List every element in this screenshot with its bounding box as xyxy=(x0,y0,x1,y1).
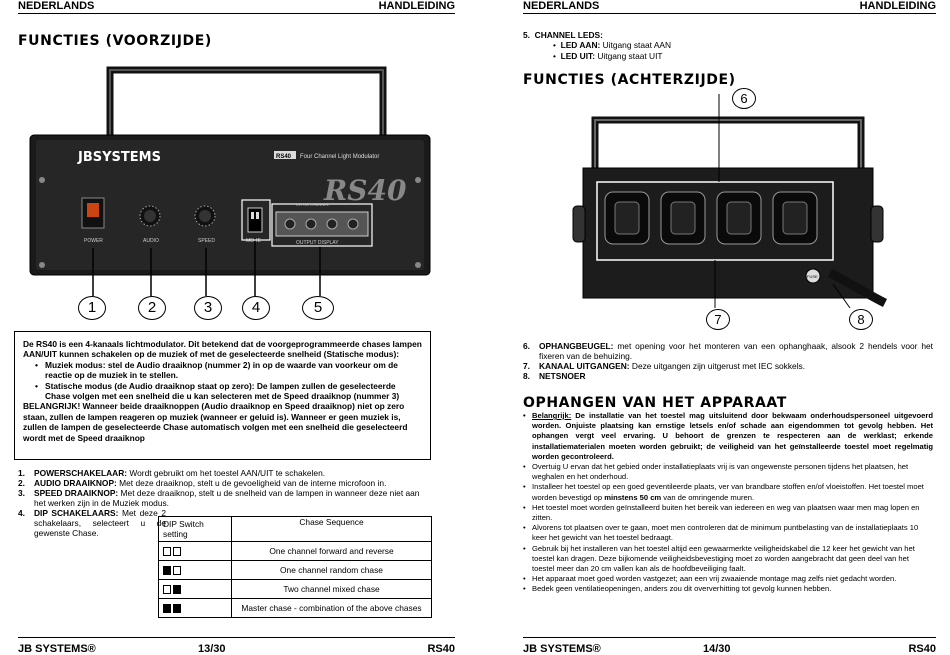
channel-led-1 xyxy=(285,219,295,229)
function-item: 7. KANAAL UITGANGEN: Deze uitgangen zijn uitgerust met IEC sokkels. xyxy=(523,361,806,371)
chase-label: One channel forward and reverse xyxy=(232,542,432,561)
right-page xyxy=(475,0,950,654)
callout-1: 1 xyxy=(78,296,106,320)
table-row xyxy=(159,561,432,580)
rear-functions-list xyxy=(523,341,933,381)
page-footer xyxy=(523,637,936,653)
callout-2: 2 xyxy=(138,296,166,320)
channel-leds-section: 5. CHANNEL LEDS: • LED AAN: Uitgang staat AAN • LED UIT: Uitgang staat UIT xyxy=(523,30,672,61)
dip-switch-2-off xyxy=(173,547,181,556)
label-audio: AUDIO xyxy=(143,238,159,244)
dip-table-head-chase: Chase Sequence xyxy=(232,517,432,542)
iec-socket-4[interactable] xyxy=(773,192,817,244)
mounting-bullets xyxy=(523,411,933,595)
chase-label: One channel random chase xyxy=(232,561,432,580)
function-item: 2. AUDIO DRAAIKNOP: Met deze draaiknop, stelt u de gevoeligheid van de interne microfoon in. xyxy=(18,478,387,488)
list-item: • LED AAN: Uitgang staat AAN xyxy=(553,40,672,51)
footer-page-number: 13/30 xyxy=(198,643,226,655)
footer-page-number: 14/30 xyxy=(703,643,731,655)
big-model-logo: RS40 xyxy=(324,174,407,207)
footer-brand: JB SYSTEMS® xyxy=(523,643,601,655)
brand-logo: JBSYSTEMS xyxy=(78,150,161,165)
section-title-front: FUNCTIES (VOORZIJDE) xyxy=(18,33,212,49)
section-title-rear: FUNCTIES (ACHTERZIJDE) xyxy=(523,72,736,88)
left-page xyxy=(0,0,475,654)
callout-5: 5 xyxy=(302,296,334,320)
dip-switch-table xyxy=(158,516,432,618)
iec-socket-3[interactable] xyxy=(717,192,761,244)
intro-bullet-static: • Statische modus (de Audio draaiknop staat op zero): De lampen zullen de geselecteerde Chase volgen met een snelheid die u kan selecteren met de Speed draaiknop (nummer 3) xyxy=(45,381,422,402)
label-mode: MODE xyxy=(246,238,261,244)
function-item: 8. NETSNOER xyxy=(523,371,586,381)
label-output-display: OUTPUT DISPLAY xyxy=(296,240,339,246)
footer-brand: JB SYSTEMS® xyxy=(18,643,96,655)
label-power: POWER xyxy=(84,238,103,244)
iec-socket-2[interactable] xyxy=(661,192,705,244)
function-item: 4. DIP SCHAKELAARS: Met deze 2 schakelaars, selecteert u de gewenste Chase. xyxy=(18,508,167,538)
label-speed: SPEED xyxy=(198,238,215,244)
iec-socket-1[interactable] xyxy=(605,192,649,244)
list-item: • Belangrijk: De installatie van het toestel mag uitsluitend door bekwaam onderhoudspersoneel uitgevoerd worden. Onjuiste plaatsing kan ernstige letsels en/of schade aan eigendommen tot gevolg hebben. Het ophangen vergt veel ervaring. U behoort de grenzen te respecteren aan de werklast; erkende installatiematerialen moeten worden gebruikt; de veiligheid van het geïnstalleerde toestel moet regelmatig worden gecontroleerd. xyxy=(523,411,933,462)
dip-switch-2-on xyxy=(173,585,181,594)
channel-led-3 xyxy=(327,219,337,229)
fuse-label: FUSE xyxy=(807,274,818,279)
channel-led-2 xyxy=(306,219,316,229)
callout-7: 7 xyxy=(706,309,730,330)
rear-panel-illustration xyxy=(565,88,895,328)
callout-8: 8 xyxy=(849,309,873,330)
table-row xyxy=(159,580,432,599)
dip-switch-1-off xyxy=(163,547,171,556)
dip-table-head-switch: DIP Switch setting xyxy=(159,517,232,542)
table-row xyxy=(159,542,432,561)
front-panel-illustration xyxy=(28,60,434,320)
section-title-mounting: OPHANGEN VAN HET APPARAAT xyxy=(523,395,787,411)
function-item: 1. POWERSCHAKELAAR: Wordt gebruikt om het toestel AAN/UIT te schakelen. xyxy=(18,468,326,478)
header-language: NEDERLANDS xyxy=(18,0,95,12)
list-item: • Het apparaat moet goed worden vastgezet; aan een vrij zwaaiende montage mag zelfs niet gedacht worden. xyxy=(523,574,933,584)
chase-label: Master chase - combination of the above chases xyxy=(232,599,432,618)
dip-switch-1-on xyxy=(163,604,171,613)
function-item: 6. OPHANGBEUGEL: met opening voor het monteren van een ophanghaak, alsook 2 hendels voor het fixeren van de behuizing. xyxy=(523,341,933,361)
hanging-bracket xyxy=(110,70,383,138)
list-item: • Overtuig U ervan dat het gebied onder installatieplaats vrij is van ongewenste personen tijdens het plaatsen, het weghalen en het onderhoud. xyxy=(523,462,933,482)
intro-bullet-music: • Muziek modus: stel de Audio draaiknop (nummer 2) in op de waarde van voorkeur om de reactie op de muziek in te stellen. xyxy=(45,360,422,381)
chase-label: Two channel mixed chase xyxy=(232,580,432,599)
callout-6: 6 xyxy=(732,88,756,109)
table-row xyxy=(159,599,432,618)
dip-switch-block[interactable] xyxy=(248,208,262,232)
dip-switch-1-off xyxy=(163,585,171,594)
callout-3: 3 xyxy=(194,296,222,320)
dip-switch-2-off xyxy=(173,566,181,575)
dip-switch-2-on xyxy=(173,604,181,613)
list-item: • Alvorens tot plaatsen over te gaan, moet men controleren dat de minimum puntbelasting van de installatieplaats 10 keer het gewicht van het toestel bedraagt. xyxy=(523,523,933,543)
page-footer xyxy=(18,637,455,653)
leds-label: CH ON CHANNEL xyxy=(296,202,330,207)
footer-model: RS40 xyxy=(427,643,455,655)
dip-switch-1-on xyxy=(163,566,171,575)
list-item: • Gebruik bij het installeren van het toestel altijd een gewaarmerkte veiligheidskabel die 12 keer het gewicht van het toestel kan dragen. Deze bijkomende veiligheidsbevestiging moet zo worden aangebracht dat geen deel van het toestel meer dan 20 cm vallen kan als de hoofdbeveiliging faalt. xyxy=(523,544,933,575)
list-item: • Installeer het toestel op een goed geventileerde plaats, ver van brandbare stoffen en/of vloeistoffen. Het toestel moet worden bevestigd op minstens 50 cm van de omringende muren. xyxy=(523,482,933,502)
hanging-bracket xyxy=(595,120,861,170)
page-header xyxy=(523,0,936,14)
channel-led-4 xyxy=(348,219,358,229)
header-doc-type: HANDLEIDING xyxy=(859,0,936,12)
footer-model: RS40 xyxy=(908,643,936,655)
list-item: • LED UIT: Uitgang staat UIT xyxy=(553,50,663,61)
intro-box xyxy=(14,331,431,460)
callout-4: 4 xyxy=(242,296,270,320)
list-item: • Bedek geen ventilatieopeningen, anders zou dit oververhitting tot gevolg kunnen hebben. xyxy=(523,584,933,594)
device-subtitle: Four Channel Light Modulator xyxy=(300,154,380,160)
function-item: 3. SPEED DRAAIKNOP: Met deze draaiknop, stelt u de snelheid van de lampen in wanneer deze niet aan het werken zijn in de Muziek modus. xyxy=(18,488,420,508)
list-item: • Het toestel moet worden geïnstalleerd buiten het bereik van iedereen en weg van plaatsen waar men mag lopen en zitten. xyxy=(523,503,933,523)
header-language: NEDERLANDS xyxy=(523,0,600,12)
header-doc-type: HANDLEIDING xyxy=(378,0,455,12)
intro-important: BELANGRIJK! Wanneer beide draaiknoppen (Audio draaiknop en Speed draaiknop) niet op zero staan, zullen de lampen reageren op muziek (wanneer er geluid is). Wanneer er geen muziek is, zullen de lampen de geselecteerde Chase automatisch volgen met een snelheid die geselecteerd wordt met de Speed draaiknop xyxy=(23,401,408,443)
intro-paragraph: De RS40 is een 4-kanaals lichtmodulator. Dit betekend dat de voorgeprogrammeerde chases lampen AAN/UIT kunnen schakelen op de muziek of met de geselecteerde snelheid (Statische modus): xyxy=(23,339,422,360)
model-badge: RS40 xyxy=(276,154,292,160)
page-header xyxy=(18,0,455,14)
